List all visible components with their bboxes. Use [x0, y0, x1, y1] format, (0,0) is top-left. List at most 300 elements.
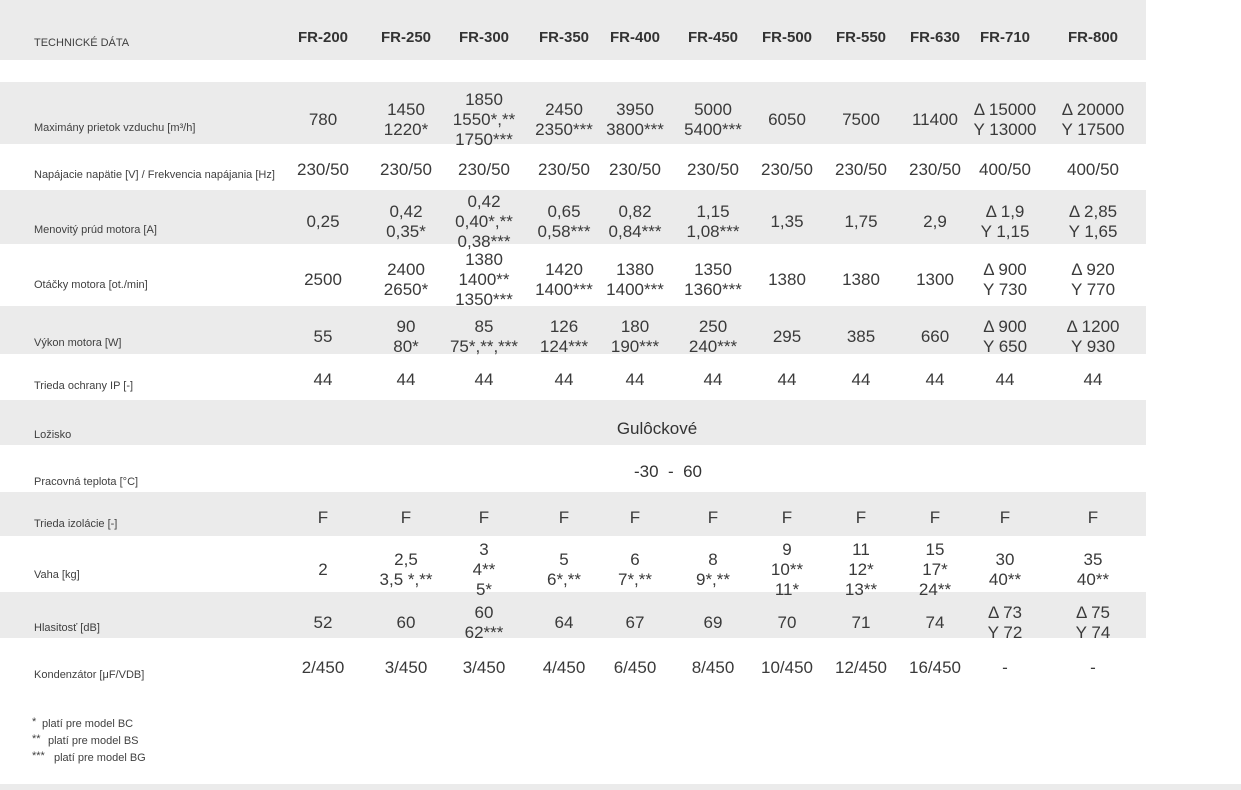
cell-line: 44 — [554, 370, 574, 389]
band-bearing — [0, 400, 1146, 445]
cell-insulation-fr-800 — [1088, 508, 1098, 528]
cell-line: 180 — [620, 317, 650, 336]
cell-line: 0,40*,** — [455, 212, 513, 231]
cell-line: 230/50 — [835, 160, 887, 179]
cell-line: Δ 900 — [983, 317, 1027, 336]
cell-line: 230/50 — [687, 160, 739, 179]
cell-power-fr-500 — [773, 327, 801, 347]
cell-line: 44 — [995, 370, 1015, 389]
cell-line: 230/50 — [458, 160, 510, 179]
cell-line: 3,5 *,** — [379, 570, 433, 589]
cell-capacitor-fr-250 — [385, 658, 428, 678]
cell-ip-fr-200 — [314, 370, 333, 390]
cell-ip-fr-400 — [626, 370, 645, 390]
cell-line: 2,9 — [923, 212, 947, 231]
model-header-fr-500: FR-500 — [761, 29, 813, 46]
cell-line: 295 — [772, 327, 802, 346]
cell-line: 5000 — [694, 100, 732, 119]
cell-line: 85 — [474, 317, 494, 336]
cell-line: 1300 — [916, 270, 954, 289]
cell-line: 62*** — [464, 623, 504, 642]
cell-rpm-fr-450 — [684, 260, 742, 300]
temperature-value: -30 - 60 — [633, 462, 703, 481]
cell-line: 90 — [396, 317, 416, 336]
band-insulation — [0, 492, 1146, 536]
cell-rpm-fr-250 — [384, 260, 428, 300]
cell-line: Y 1,15 — [980, 222, 1030, 241]
cell-capacitor-fr-350 — [543, 658, 586, 678]
cell-airflow-fr-630 — [912, 110, 958, 130]
cell-line: 44 — [396, 370, 416, 389]
cell-line: 10/450 — [761, 658, 813, 677]
cell-line: 35 — [1083, 550, 1103, 569]
cell-weight-fr-710 — [989, 550, 1021, 590]
cell-capacitor-fr-800 — [1090, 658, 1096, 678]
cell-voltage-fr-800 — [1067, 160, 1119, 180]
cell-line: 0,35* — [386, 222, 426, 241]
cell-line: F — [999, 508, 1011, 527]
cell-line: F — [629, 508, 641, 527]
cell-capacitor-fr-400 — [614, 658, 657, 678]
cell-line: 1380 — [616, 260, 654, 279]
cell-line: 8 — [708, 550, 718, 569]
cell-line: 230/50 — [609, 160, 661, 179]
cell-noise-fr-350 — [555, 613, 574, 633]
cell-ip-fr-300 — [475, 370, 494, 390]
cell-power-fr-400 — [611, 317, 659, 357]
cell-voltage-fr-450 — [687, 160, 739, 180]
cell-airflow-fr-400 — [606, 100, 664, 140]
label-capacitor: Kondenzátor [μF/VDB] — [34, 669, 145, 681]
cell-line: 230/50 — [380, 160, 432, 179]
cell-line: 0,25 — [306, 212, 340, 231]
cell-line: 7*,** — [617, 570, 653, 589]
cell-line: 0,58*** — [537, 222, 591, 241]
cell-line: 1360*** — [684, 280, 742, 299]
cell-line: 400/50 — [1067, 160, 1119, 179]
cell-line: 17* — [922, 560, 948, 579]
model-header-fr-710: FR-710 — [979, 29, 1031, 46]
cell-line: 230/50 — [909, 160, 961, 179]
cell-line: 40** — [1076, 570, 1110, 589]
cell-weight-fr-200 — [318, 560, 327, 580]
model-header-fr-800: FR-800 — [1067, 29, 1119, 46]
footer-band — [0, 784, 1241, 790]
cell-line: 1,35 — [770, 212, 804, 231]
cell-line: 2/450 — [301, 658, 345, 677]
label-voltage: Napájacie napätie [V] / Frekvencia napájania [Hz] — [34, 169, 275, 181]
model-header-fr-300: FR-300 — [458, 29, 510, 46]
cell-line: F — [929, 508, 941, 527]
cell-line: 0,42 — [389, 202, 423, 221]
cell-line: 15 — [925, 540, 945, 559]
cell-line: Y 74 — [1075, 623, 1111, 642]
cell-line: 11* — [774, 580, 800, 599]
footnote-text: platí pre model BG — [54, 752, 146, 764]
cell-voltage-fr-200 — [297, 160, 349, 180]
cell-line: Δ 73 — [987, 603, 1023, 622]
cell-line: 4** — [472, 560, 496, 579]
cell-line: 1,08*** — [686, 222, 740, 241]
cell-weight-fr-500 — [771, 540, 803, 600]
cell-rpm-fr-200 — [304, 270, 342, 290]
cell-airflow-fr-550 — [842, 110, 880, 130]
cell-rpm-fr-400 — [606, 260, 664, 300]
cell-capacitor-fr-500 — [761, 658, 813, 678]
cell-noise-fr-550 — [852, 613, 871, 633]
cell-line: 44 — [1083, 370, 1103, 389]
cell-noise-fr-710 — [988, 603, 1023, 643]
cell-power-fr-450 — [689, 317, 737, 357]
cell-capacitor-fr-550 — [835, 658, 887, 678]
cell-power-fr-250 — [393, 317, 419, 357]
cell-line: 1350*** — [455, 290, 513, 309]
cell-line: 5 — [559, 550, 569, 569]
cell-line: F — [317, 508, 329, 527]
cell-line: 1420 — [545, 260, 583, 279]
cell-line: 44 — [777, 370, 797, 389]
cell-insulation-fr-250 — [401, 508, 411, 528]
label-current: Menovitý prúd motora [A] — [34, 224, 157, 236]
cell-power-fr-200 — [314, 327, 333, 347]
footnote-text: platí pre model BS — [48, 735, 139, 747]
cell-line: Δ 2,85 — [1068, 202, 1118, 221]
cell-line: 67 — [625, 613, 645, 632]
cell-line: 44 — [703, 370, 723, 389]
cell-airflow-fr-450 — [684, 100, 742, 140]
label-airflow: Maximány prietok vzduchu [m³/h] — [34, 122, 196, 134]
cell-line: 70 — [777, 613, 797, 632]
cell-line: 6/450 — [613, 658, 657, 677]
cell-line: 1,15 — [696, 202, 730, 221]
footnote-mark: ** — [32, 733, 41, 745]
cell-insulation-fr-500 — [782, 508, 792, 528]
cell-power-fr-710 — [983, 317, 1027, 357]
cell-insulation-fr-710 — [1000, 508, 1010, 528]
cell-voltage-fr-300 — [458, 160, 510, 180]
cell-line: 71 — [851, 613, 871, 632]
cell-line: 7500 — [842, 110, 880, 129]
label-weight: Vaha [kg] — [34, 569, 80, 581]
cell-current-fr-550 — [844, 212, 877, 232]
cell-line: Δ 15000 — [973, 100, 1037, 119]
cell-weight-fr-250 — [380, 550, 433, 590]
cell-line: 6*,** — [546, 570, 582, 589]
label-rpm: Otáčky motora [ot./min] — [34, 279, 148, 291]
cell-line: 40** — [988, 570, 1022, 589]
cell-line: 0,42 — [467, 192, 501, 211]
cell-noise-fr-450 — [704, 613, 723, 633]
cell-weight-fr-550 — [845, 540, 877, 600]
cell-line: 13** — [844, 580, 878, 599]
cell-line: Y 13000 — [973, 120, 1037, 139]
cell-line: 55 — [313, 327, 333, 346]
cell-line: 2500 — [304, 270, 342, 289]
cell-line: 250 — [698, 317, 728, 336]
cell-noise-fr-800 — [1076, 603, 1111, 643]
cell-line: 5400*** — [684, 120, 742, 139]
cell-power-fr-350 — [540, 317, 588, 357]
cell-line: 5* — [475, 580, 493, 599]
cell-line: Δ 1,9 — [985, 202, 1025, 221]
cell-line: 1850 — [465, 90, 503, 109]
cell-insulation-fr-350 — [559, 508, 569, 528]
cell-rpm-fr-300 — [455, 250, 513, 310]
cell-line: Y 72 — [987, 623, 1023, 642]
cell-weight-fr-800 — [1077, 550, 1109, 590]
cell-weight-fr-350 — [547, 550, 581, 590]
label-ip: Trieda ochrany IP [-] — [34, 380, 134, 392]
cell-line: 6050 — [768, 110, 806, 129]
cell-line: 1350 — [694, 260, 732, 279]
cell-capacitor-fr-300 — [463, 658, 506, 678]
label-noise: Hlasitosť [dB] — [34, 622, 100, 634]
footnote-mark: *** — [32, 750, 45, 762]
cell-line: 64 — [554, 613, 574, 632]
cell-insulation-fr-200 — [318, 508, 328, 528]
cell-line: 12* — [848, 560, 874, 579]
model-header-fr-350: FR-350 — [538, 29, 590, 46]
cell-voltage-fr-630 — [909, 160, 961, 180]
cell-line: 1400*** — [535, 280, 593, 299]
cell-line: Y 650 — [982, 337, 1028, 356]
cell-line: - — [1002, 658, 1008, 677]
cell-noise-fr-300 — [465, 603, 504, 643]
cell-line: 11400 — [911, 110, 959, 129]
cell-line: 74 — [925, 613, 945, 632]
cell-line: 1380 — [465, 250, 503, 269]
cell-line: 75*,**,*** — [449, 337, 519, 356]
cell-current-fr-300 — [455, 192, 513, 252]
cell-capacitor-fr-710 — [1002, 658, 1008, 678]
cell-airflow-fr-800 — [1061, 100, 1124, 140]
cell-current-fr-250 — [386, 202, 426, 242]
cell-line: Δ 1200 — [1066, 317, 1120, 336]
cell-line: 2 — [318, 560, 328, 579]
cell-line: 2350*** — [535, 120, 593, 139]
cell-line: 190*** — [610, 337, 660, 356]
cell-line: 124*** — [539, 337, 589, 356]
cell-line: Δ 920 — [1071, 260, 1115, 279]
cell-line: F — [478, 508, 490, 527]
cell-line: Δ 900 — [983, 260, 1027, 279]
cell-rpm-fr-800 — [1071, 260, 1115, 300]
cell-ip-fr-550 — [852, 370, 871, 390]
cell-line: 9*,** — [695, 570, 731, 589]
cell-line: 0,84*** — [608, 222, 662, 241]
model-header-fr-400: FR-400 — [609, 29, 661, 46]
cell-line: 2400 — [387, 260, 425, 279]
cell-line: 3800*** — [606, 120, 664, 139]
cell-line: Δ 20000 — [1061, 100, 1125, 119]
cell-line: 80* — [393, 337, 419, 356]
cell-rpm-fr-500 — [768, 270, 806, 290]
cell-voltage-fr-550 — [835, 160, 887, 180]
cell-insulation-fr-450 — [708, 508, 718, 528]
cell-line: F — [558, 508, 570, 527]
cell-noise-fr-250 — [397, 613, 416, 633]
cell-current-fr-400 — [609, 202, 662, 242]
cell-line: 0,38*** — [457, 232, 511, 251]
cell-current-fr-710 — [981, 202, 1030, 242]
cell-rpm-fr-710 — [983, 260, 1027, 300]
footnote-mark: * — [32, 716, 37, 728]
cell-airflow-fr-500 — [768, 110, 806, 130]
cell-airflow-fr-350 — [535, 100, 593, 140]
cell-line: 230/50 — [538, 160, 590, 179]
cell-insulation-fr-550 — [856, 508, 866, 528]
cell-line: - — [1090, 658, 1096, 677]
cell-line: 385 — [846, 327, 876, 346]
cell-line: 1380 — [842, 270, 880, 289]
cell-line: 24** — [918, 580, 952, 599]
cell-airflow-fr-300 — [453, 90, 515, 150]
cell-power-fr-800 — [1067, 317, 1120, 357]
cell-line: 240*** — [688, 337, 738, 356]
cell-insulation-fr-400 — [630, 508, 640, 528]
cell-voltage-fr-250 — [380, 160, 432, 180]
cell-insulation-fr-300 — [479, 508, 489, 528]
cell-line: 400/50 — [979, 160, 1031, 179]
label-insulation: Trieda izolácie [-] — [34, 518, 118, 530]
cell-rpm-fr-350 — [535, 260, 593, 300]
cell-insulation-fr-630 — [930, 508, 940, 528]
table-header-label: TECHNICKÉ DÁTA — [34, 37, 130, 49]
label-bearing: Ložisko — [34, 429, 72, 441]
cell-noise-fr-630 — [926, 613, 945, 633]
model-header-fr-250: FR-250 — [380, 29, 432, 46]
cell-line: 10** — [770, 560, 804, 579]
cell-voltage-fr-710 — [979, 160, 1031, 180]
cell-voltage-fr-400 — [609, 160, 661, 180]
cell-line: Y 730 — [982, 280, 1028, 299]
cell-current-fr-800 — [1069, 202, 1118, 242]
cell-current-fr-630 — [923, 212, 947, 232]
cell-line: 3950 — [616, 100, 654, 119]
cell-line: 1400*** — [606, 280, 664, 299]
cell-line: 660 — [920, 327, 950, 346]
cell-line: 30 — [995, 550, 1015, 569]
bearing-value: Gulôckové — [616, 419, 698, 438]
cell-line: 44 — [925, 370, 945, 389]
cell-line: 11 — [852, 540, 870, 559]
cell-weight-fr-450 — [696, 550, 730, 590]
cell-line: 8/450 — [691, 658, 735, 677]
cell-airflow-fr-710 — [973, 100, 1036, 140]
cell-line: 3/450 — [462, 658, 506, 677]
cell-line: 230/50 — [761, 160, 813, 179]
cell-line: 2,5 — [394, 550, 418, 569]
cell-line: 3 — [479, 540, 489, 559]
cell-line: 1450 — [387, 100, 425, 119]
cell-weight-fr-300 — [473, 540, 496, 600]
cell-line: Y 930 — [1070, 337, 1116, 356]
cell-noise-fr-200 — [314, 613, 333, 633]
cell-line: Y 1,65 — [1068, 222, 1118, 241]
label-temperature: Pracovná teplota [°C] — [34, 476, 139, 488]
cell-power-fr-550 — [847, 327, 875, 347]
model-header-fr-630: FR-630 — [909, 29, 961, 46]
cell-line: 2450 — [545, 100, 583, 119]
cell-noise-fr-400 — [626, 613, 645, 633]
model-header-fr-200: FR-200 — [297, 29, 349, 46]
cell-line: 60 — [474, 603, 494, 622]
cell-capacitor-fr-200 — [302, 658, 345, 678]
cell-line: 69 — [703, 613, 723, 632]
cell-line: 0,65 — [547, 202, 581, 221]
cell-ip-fr-500 — [778, 370, 797, 390]
cell-rpm-fr-550 — [842, 270, 880, 290]
model-header-fr-450: FR-450 — [687, 29, 739, 46]
cell-line: F — [781, 508, 793, 527]
cell-line: Y 17500 — [1061, 120, 1125, 139]
cell-line: 1380 — [768, 270, 806, 289]
cell-line: 1220* — [383, 120, 429, 139]
cell-power-fr-630 — [921, 327, 949, 347]
cell-line: 2650* — [383, 280, 429, 299]
cell-line: F — [1087, 508, 1099, 527]
cell-line: 9 — [782, 540, 792, 559]
footnote-text: platí pre model BC — [42, 718, 134, 730]
cell-ip-fr-350 — [555, 370, 574, 390]
cell-current-fr-450 — [687, 202, 740, 242]
cell-line: F — [707, 508, 719, 527]
cell-line: 1400** — [458, 270, 510, 289]
cell-ip-fr-450 — [704, 370, 723, 390]
model-header-fr-550: FR-550 — [835, 29, 887, 46]
cell-line: 1550*,** — [452, 110, 516, 129]
cell-airflow-fr-250 — [384, 100, 428, 140]
cell-ip-fr-250 — [397, 370, 416, 390]
cell-line: Y 770 — [1070, 280, 1116, 299]
cell-line: 44 — [313, 370, 333, 389]
cell-line: 780 — [308, 110, 338, 129]
cell-voltage-fr-350 — [538, 160, 590, 180]
cell-weight-fr-400 — [618, 550, 652, 590]
cell-current-fr-200 — [306, 212, 339, 232]
cell-ip-fr-710 — [996, 370, 1015, 390]
cell-line: 1,75 — [844, 212, 878, 231]
cell-line: 1750*** — [455, 130, 513, 149]
cell-capacitor-fr-450 — [692, 658, 735, 678]
cell-line: 4/450 — [542, 658, 586, 677]
cell-weight-fr-630 — [919, 540, 951, 600]
cell-power-fr-300 — [450, 317, 518, 357]
cell-line: Δ 75 — [1075, 603, 1111, 622]
cell-line: 230/50 — [297, 160, 349, 179]
label-power: Výkon motora [W] — [34, 337, 122, 349]
cell-line: 126 — [549, 317, 579, 336]
cell-rpm-fr-630 — [916, 270, 954, 290]
cell-line: 6 — [630, 550, 640, 569]
cell-line: 44 — [851, 370, 871, 389]
cell-noise-fr-500 — [778, 613, 797, 633]
cell-line: 12/450 — [835, 658, 887, 677]
cell-line: 44 — [625, 370, 645, 389]
cell-line: 0,82 — [618, 202, 652, 221]
cell-current-fr-350 — [538, 202, 591, 242]
cell-line: 52 — [313, 613, 333, 632]
cell-current-fr-500 — [770, 212, 803, 232]
cell-line: 3/450 — [384, 658, 428, 677]
cell-line: F — [400, 508, 412, 527]
cell-airflow-fr-200 — [309, 110, 337, 130]
cell-ip-fr-800 — [1084, 370, 1103, 390]
cell-line: 44 — [474, 370, 494, 389]
cell-line: F — [855, 508, 867, 527]
cell-line: 16/450 — [909, 658, 961, 677]
cell-ip-fr-630 — [926, 370, 945, 390]
